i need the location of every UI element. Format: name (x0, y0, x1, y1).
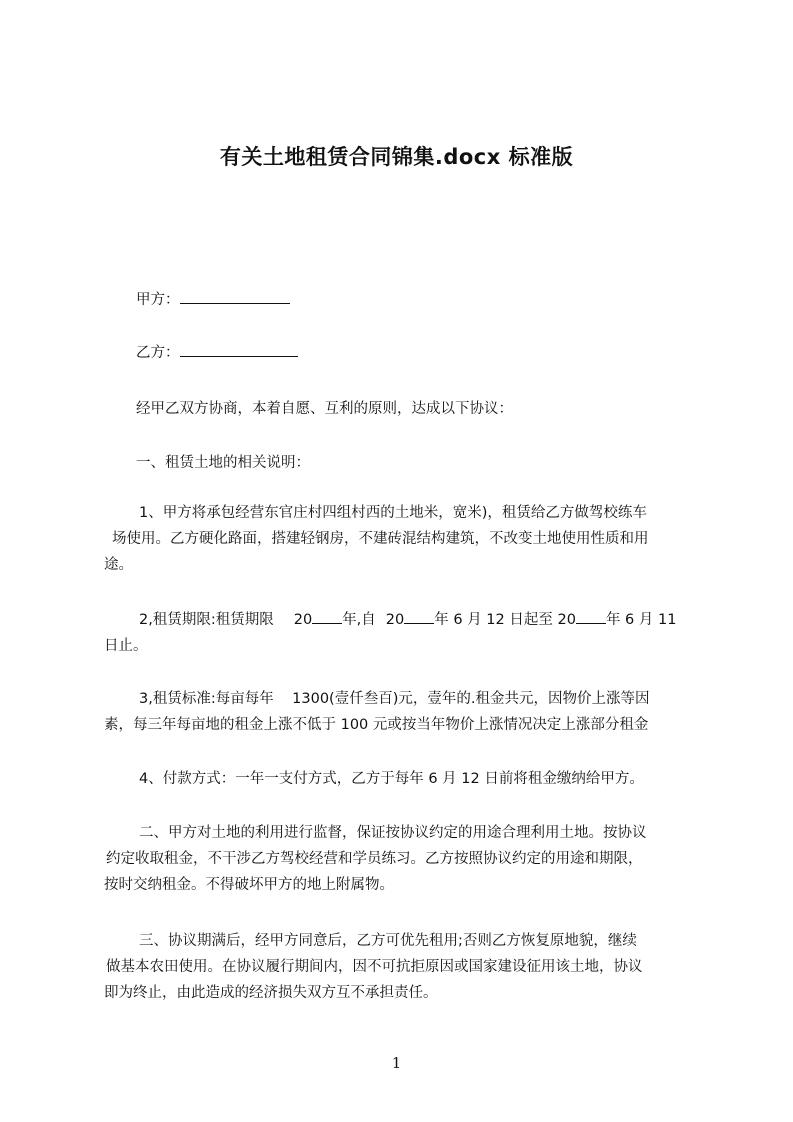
item2-year1: 20 (293, 612, 313, 628)
section1-heading: 一、租赁土地的相关说明： (136, 455, 310, 471)
item1-line1: 1、甲方将承包经营东官庄村四组村西的土地米，宽米)，租赁给乙方做驾校练车 (139, 505, 647, 521)
item2-blank3 (576, 609, 606, 624)
item2-line1 (104, 607, 704, 633)
section3-paragraph (104, 928, 704, 1006)
item2-blank1 (312, 609, 342, 624)
party-a-line (136, 287, 736, 313)
item2-paragraph (104, 607, 704, 659)
item3-paragraph (104, 686, 704, 738)
section2-line3: 按时交纳租金。不得破坏甲方的地上附属物。 (104, 877, 394, 893)
item1-line2: 场使用。乙方硬化路面，搭建轻钢房，不建砖混结构建筑，不改变土地使用性质和用 (112, 531, 649, 547)
section3-line3: 即为终止，由此造成的经济损失双方互不承担责任。 (104, 985, 438, 1001)
item2-end1: 年 6 月 11 (605, 612, 677, 628)
party-b-blank (180, 342, 298, 357)
section2-line2: 约定收取租金，不干涉乙方驾校经营和学员练习。乙方按照协议约定的用途和期限， (106, 851, 643, 867)
section3-line2: 做基本农田使用。在协议履行期间内，因不可抗拒原因或国家建设征用该土地，协议 (106, 959, 643, 975)
item2-mid1: 年,自 (342, 612, 376, 628)
section2-paragraph (104, 820, 704, 898)
party-b-label: 乙方： (136, 345, 180, 361)
party-b-line (136, 340, 736, 366)
item4-paragraph: 4、付款方式：一年一支付方式，乙方于每年 6 月 12 日前将租金缴纳给甲方。 (139, 771, 644, 787)
section3-line1: 三、协议期满后，经甲方同意后，乙方可优先租用;否则乙方恢复原地貌，继续 (139, 933, 637, 949)
document-title: 有关土地租赁合同锦集.docx 标准版 (219, 145, 574, 169)
intro-paragraph: 经甲乙双方协商，本着自愿、互利的原则，达成以下协议： (136, 401, 513, 417)
item2-line2: 日止。 (104, 638, 148, 654)
page-number: 1 (391, 1054, 402, 1072)
item1-line3: 途。 (104, 557, 133, 573)
party-a-label: 甲方： (136, 292, 180, 308)
item2-blank2 (404, 609, 434, 624)
item2-prefix: 2,租赁期限:租赁期限 (139, 612, 274, 628)
item2-year2: 20 (385, 612, 405, 628)
item1-paragraph (104, 500, 704, 578)
item2-mid2: 年 6 月 12 日起至 20 (434, 612, 576, 628)
item3-line2: 素，每三年每亩地的租金上涨不低于 100 元或按当年物价上涨情况决定上涨部分租金 (104, 717, 649, 733)
party-a-blank (180, 289, 290, 304)
item3-line1: 3,租赁标准:每亩每年 1300(壹仟叁百)元，壹年的.租金共元，因物价上涨等因 (139, 691, 650, 707)
section2-line1: 二、甲方对土地的利用进行监督，保证按协议约定的用途合理利用土地。按协议 (139, 825, 647, 841)
